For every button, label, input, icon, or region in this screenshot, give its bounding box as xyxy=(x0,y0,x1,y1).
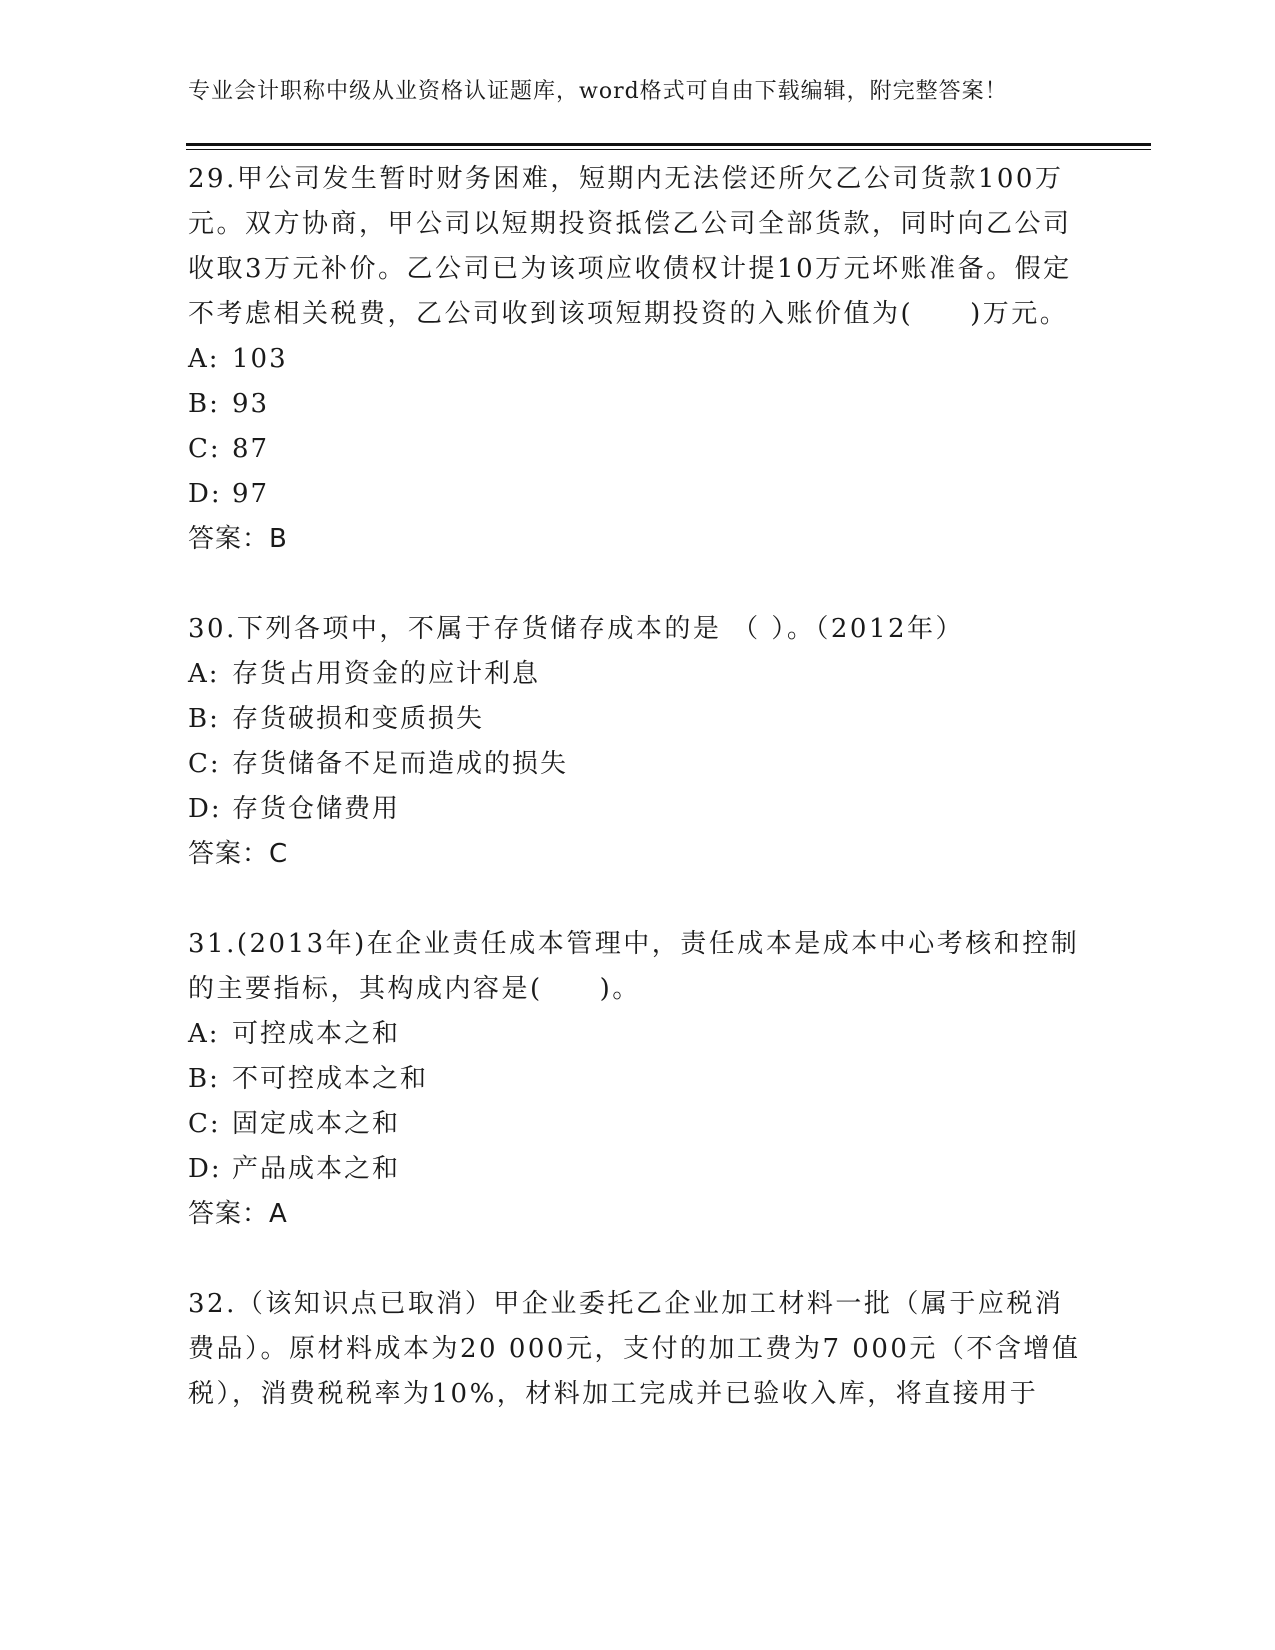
option-d: D: 产品成本之和 xyxy=(188,1154,401,1184)
page-header: 专业会计职称中级从业资格认证题库，word格式可自由下载编辑，附完整答案！ xyxy=(188,79,1008,104)
answer: 答案：B xyxy=(188,524,288,554)
option-d: D: 存货仓储费用 xyxy=(188,794,401,824)
question-list xyxy=(188,157,1088,1417)
option-b: B: 存货破损和变质损失 xyxy=(188,704,485,734)
header-rule-thin xyxy=(186,149,1151,150)
question-32 xyxy=(188,1282,1088,1417)
header-rule-thick xyxy=(186,143,1151,146)
option-b: B: 不可控成本之和 xyxy=(188,1064,429,1094)
answer: 答案：C xyxy=(188,839,289,869)
question-text: 29.甲公司发生暂时财务困难，短期内无法偿还所欠乙公司货款100万元。双方协商，甲公司以短期投资抵偿乙公司全部货款，同时向乙公司收取3万元补价。乙公司已为该项应收债权计提10万元坏账准备。假定不考虑相关税费，乙公司收到该项短期投资的入账价值为( )万元。 xyxy=(188,164,1072,329)
answer: 答案：A xyxy=(188,1199,288,1229)
option-c: C: 固定成本之和 xyxy=(188,1109,401,1139)
spacer xyxy=(188,1237,1088,1282)
option-a: A: 可控成本之和 xyxy=(188,1019,401,1049)
option-c: C: 存货储备不足而造成的损失 xyxy=(188,749,569,779)
option-b: B: 93 xyxy=(188,389,270,419)
option-a: A: 103 xyxy=(188,344,288,374)
question-29 xyxy=(188,157,1088,562)
option-d: D: 97 xyxy=(188,479,270,509)
option-a: A: 存货占用资金的应计利息 xyxy=(188,659,541,689)
question-text: 30.下列各项中，不属于存货储存成本的是 （ ）。（2012年） xyxy=(188,614,965,644)
question-text: 31.(2013年)在企业责任成本管理中，责任成本是成本中心考核和控制的主要指标，其构成内容是( )。 xyxy=(188,929,1080,1004)
question-text: 32.（该知识点已取消）甲企业委托乙企业加工材料一批（属于应税消费品）。原材料成本为20 000元，支付的加工费为7 000元（不含增值税），消费税税率为10%，材料加工完成并已验收入库，将直接用于 xyxy=(188,1289,1081,1409)
question-31 xyxy=(188,922,1088,1237)
spacer xyxy=(188,562,1088,607)
spacer xyxy=(188,877,1088,922)
question-30 xyxy=(188,607,1088,877)
option-c: C: 87 xyxy=(188,434,270,464)
